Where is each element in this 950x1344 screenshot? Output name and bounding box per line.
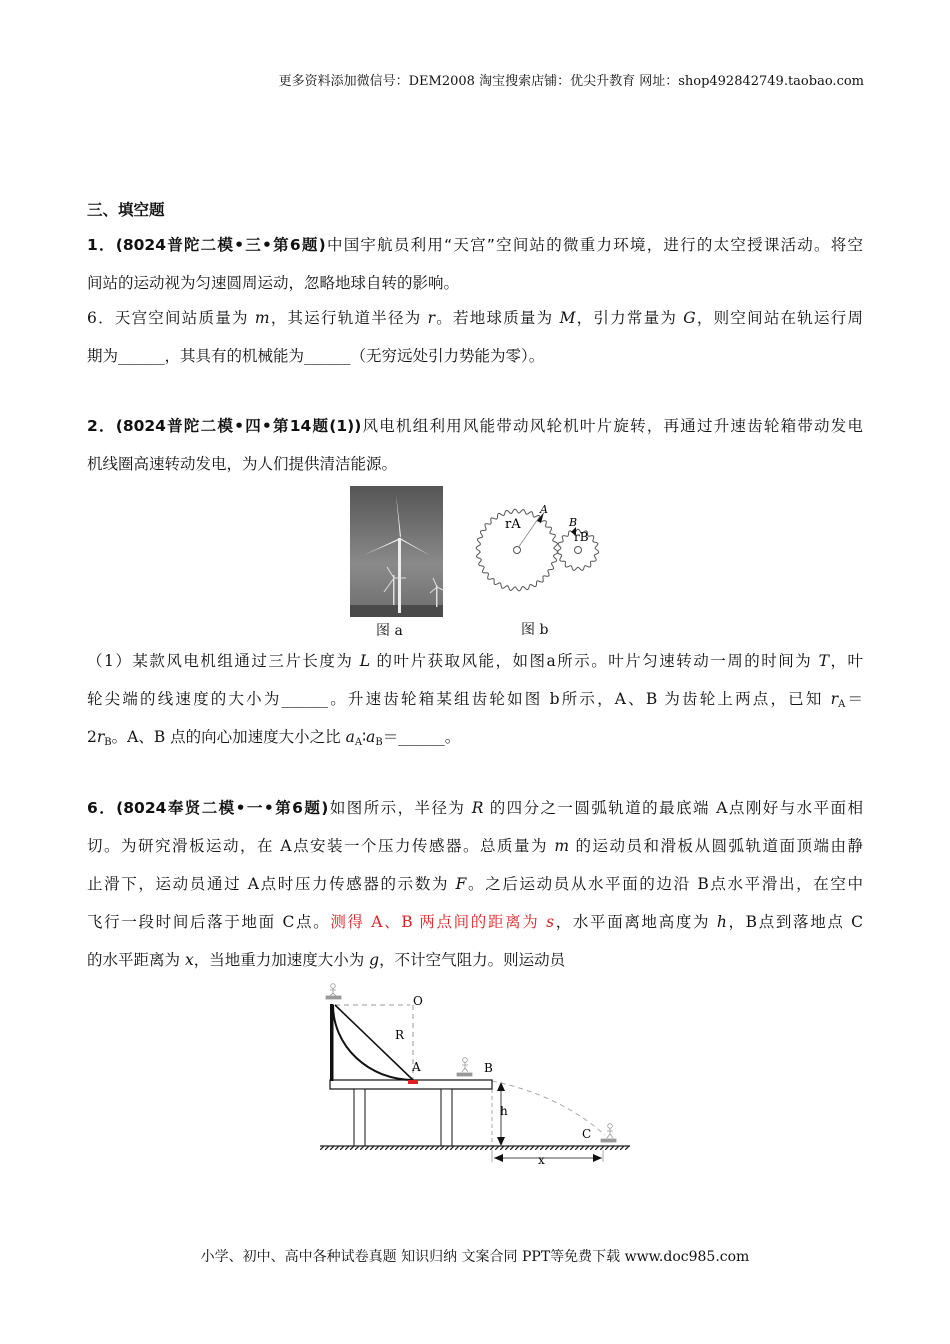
- label-h: h: [500, 1104, 508, 1118]
- text-segment: F: [455, 875, 467, 893]
- text-segment: 。若地球质量为: [435, 309, 560, 327]
- text-segment: 2: [87, 728, 97, 746]
- text-segment: a: [345, 728, 355, 746]
- text-segment: r: [427, 309, 436, 327]
- ramp-diagram: [320, 984, 630, 1167]
- text-segment: 切。为研究滑板运动，在 A点安装一个压力传感器。总质量为: [87, 837, 555, 855]
- text-segment: ，引力常量为: [575, 309, 684, 327]
- page-header: 更多资料添加微信号：DEM2008 淘宝搜索店铺：优尖升教育 网址：shop492842749.taobao.com: [278, 74, 864, 89]
- text-segment: R: [471, 799, 484, 817]
- text-segment: L: [359, 652, 371, 670]
- text-segment: ，B点到落地点 C: [726, 913, 863, 931]
- text-segment: 飞行一段时间后落于地面 C点。: [87, 913, 331, 931]
- text-segment: ，不计空气阻力。则运动员: [379, 951, 566, 969]
- caption-figure-a: 图 a: [376, 623, 403, 639]
- text-segment: r: [96, 728, 105, 746]
- text-segment: 6．天宫空间站质量为: [87, 309, 255, 327]
- text-segment: s: [546, 913, 555, 931]
- wind-turbine-photo: [350, 486, 443, 617]
- skater-icons: [326, 984, 616, 1142]
- text-segment: m: [254, 309, 270, 327]
- text-segment: 中国宇航员利用“天宫”空间站的微重力环境，进行的太空授课活动。将空: [325, 236, 863, 254]
- text-segment: m: [554, 837, 570, 855]
- label-ra: rA: [505, 517, 521, 532]
- text-segment: 测得 A、B 两点间的距离为: [330, 913, 547, 931]
- text-segment: 1．(8024普陀二模•三•第6题): [87, 236, 326, 254]
- text-segment: 。之后运动员从水平面的边沿 B点水平滑出，在空中: [466, 875, 863, 893]
- text-segment: ，当地重力加速度大小为: [193, 951, 370, 969]
- text-segment: 6．(8024奉贤二模•一•第6题): [87, 799, 329, 817]
- text-segment: ＝: [845, 690, 863, 708]
- large-gear-center: [514, 547, 521, 554]
- small-gear-center: [575, 547, 582, 554]
- label-a: A: [540, 503, 548, 516]
- text-segment: a: [366, 728, 376, 746]
- text-segment: 风电机组利用风能带动风轮机叶片旋转，再通过升速齿轮箱带动发电: [361, 417, 863, 435]
- section-title: 三、填空题: [87, 201, 165, 219]
- text-segment: ＝______。: [382, 728, 461, 746]
- text-segment: x: [184, 951, 194, 969]
- label-rb: rB: [574, 530, 589, 544]
- text-segment: 止滑下，运动员通过 A点时压力传感器的示数为: [87, 875, 456, 893]
- caption-figure-b: 图 b: [521, 622, 549, 638]
- text-segment: ∶: [362, 728, 367, 746]
- gear-diagram: [476, 503, 599, 591]
- text-segment: r: [830, 690, 839, 708]
- text-segment: 的运动员和滑板从圆弧轨道面顶端由静: [569, 837, 863, 855]
- text-segment: M: [559, 309, 576, 327]
- text-segment: 。A、B 点的向心加速度大小之比: [111, 728, 346, 746]
- text-segment: 如图所示，半径为: [328, 799, 472, 817]
- text-segment: h: [716, 913, 727, 931]
- text-segment: ，水平面离地高度为: [554, 913, 717, 931]
- text-segment: ，其运行轨道半径为: [269, 309, 428, 327]
- label-o: O: [413, 994, 423, 1008]
- text-segment: T: [818, 652, 829, 670]
- text-segment: ，则空间站在轨运行周: [695, 309, 863, 327]
- text-segment: B: [375, 737, 383, 748]
- text-segment: 期为______，其具有的机械能为______（无穷远处引力势能为零）。: [87, 347, 545, 365]
- text-segment: A: [838, 699, 846, 710]
- text-segment: 轮尖端的线速度的大小为______。升速齿轮箱某组齿轮如图 b所示，A、B 为齿轮上两点，已知: [87, 690, 831, 708]
- pressure-sensor: [408, 1080, 418, 1084]
- text-segment: 的水平距离为: [87, 951, 185, 969]
- label-r: R: [395, 1028, 405, 1042]
- text-segment: G: [683, 309, 696, 327]
- text-segment: （1）某款风电机组通过三片长度为: [87, 652, 360, 670]
- text-segment: ，叶: [828, 652, 863, 670]
- text-segment: A: [354, 737, 363, 748]
- label-x: x: [538, 1153, 545, 1167]
- radius-line-a: [518, 516, 540, 548]
- text-segment: g: [369, 951, 380, 969]
- label-b: B: [569, 516, 578, 529]
- text-segment: 的四分之一圆弧轨道的最底端 A点刚好与水平面相: [483, 799, 863, 817]
- text-segment: 的叶片获取风能，如图a所示。叶片匀速转动一周的时间为: [370, 652, 819, 670]
- label-c: C: [582, 1127, 592, 1141]
- text-segment: 机线圈高速转动发电，为人们提供清洁能源。: [87, 455, 398, 473]
- page-footer: 小学、初中、高中各种试卷真题 知识归纳 文案合同 PPT等免费下载 www.doc985.com: [200, 1249, 750, 1265]
- text-segment: 2．(8024普陀二模•四•第14题(1)): [87, 417, 362, 435]
- text-segment: 间站的运动视为匀速圆周运动，忽略地球自转的影响。: [87, 274, 460, 292]
- text-segment: B: [104, 737, 112, 748]
- label-a: A: [412, 1060, 421, 1074]
- label-b: B: [484, 1061, 493, 1075]
